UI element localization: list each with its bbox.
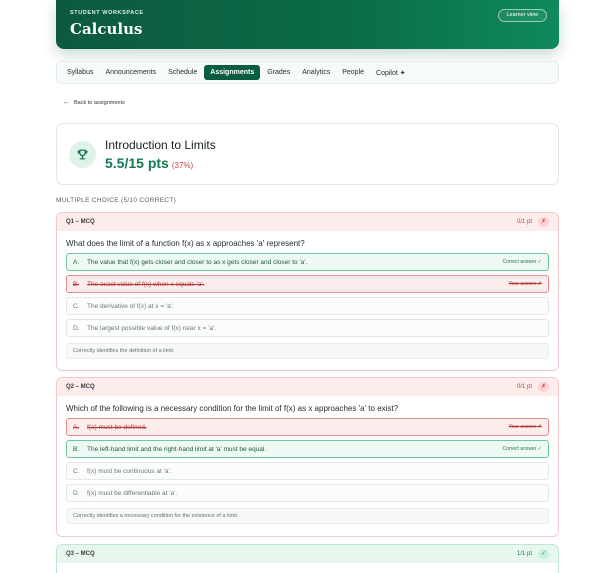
- option-letter: A.: [73, 423, 80, 431]
- your-answer-tag: Your answer ✗: [508, 424, 542, 430]
- tab-assignments[interactable]: Assignments: [204, 65, 260, 80]
- course-header: [56, 0, 559, 49]
- workspace-kicker: STUDENT WORKSPACE: [70, 10, 144, 16]
- option-b: [66, 440, 549, 458]
- arrow-left-icon: ←: [63, 99, 70, 106]
- question-card: [56, 212, 559, 371]
- x-icon: ✗: [538, 382, 549, 392]
- option-text: The value that f(x) gets closer and closer to as x gets closer and closer to 'a'.: [87, 258, 308, 266]
- option-c: [66, 297, 549, 315]
- option-d: [66, 319, 549, 337]
- correct-answer-tag: Correct answer ✓: [502, 446, 542, 452]
- question-card: [56, 544, 559, 573]
- option-c: [66, 462, 549, 480]
- option-letter: D.: [73, 324, 80, 332]
- option-a: [66, 253, 549, 271]
- option-letter: C.: [73, 467, 80, 475]
- section-title: MULTIPLE CHOICE (5/10 CORRECT): [56, 197, 177, 204]
- tab-grades[interactable]: Grades: [267, 69, 291, 76]
- tab-schedule[interactable]: Schedule: [168, 69, 198, 76]
- option-text: f(x) must be differentiable at 'a'.: [87, 489, 178, 497]
- option-text: The largest possible value of f(x) near x = 'a'.: [87, 324, 217, 332]
- question-text: What does the limit of a function f(x) as x approaches 'a' represent?: [66, 239, 305, 248]
- option-letter: A.: [73, 258, 80, 266]
- option-text: f(x) must be continuous at 'a'.: [87, 467, 172, 475]
- option-letter: B.: [73, 445, 80, 453]
- option-text: f(a) must be defined.: [87, 423, 147, 431]
- back-link-label: Back to assignments: [74, 99, 125, 106]
- tab-syllabus[interactable]: Syllabus: [67, 69, 94, 76]
- option-text: The left-hand limit and the right-hand limit at 'a' must be equal.: [87, 445, 267, 453]
- question-header: [57, 378, 558, 396]
- learner-view-button[interactable]: Learner view: [498, 9, 548, 22]
- option-letter: C.: [73, 302, 80, 310]
- back-to-assignments-link[interactable]: [63, 99, 125, 106]
- question-points: 1/1 pt: [516, 551, 532, 557]
- question-points: 0/1 pt: [516, 219, 532, 225]
- your-answer-tag: Your answer ✗: [508, 281, 542, 287]
- tab-announcements[interactable]: Announcements: [105, 69, 157, 76]
- assignment-points: [105, 155, 193, 171]
- course-tabs: [56, 61, 559, 84]
- question-card: [56, 377, 559, 537]
- tab-copilot[interactable]: Copilot ✦: [376, 69, 406, 77]
- question-score: [517, 549, 549, 559]
- question-explanation: Correctly identifies the definition of a limit.: [66, 343, 549, 359]
- assignment-score-card: [56, 123, 559, 185]
- option-letter: D.: [73, 489, 80, 497]
- question-points: 0/1 pt: [516, 384, 532, 390]
- score-percent: (37%): [171, 161, 194, 170]
- question-label: Q1 – MCQ: [66, 219, 95, 225]
- trophy-icon: [69, 141, 96, 168]
- question-header: [57, 213, 558, 231]
- question-explanation: Correctly identifies a necessary condition for the existence of a limit.: [66, 508, 549, 524]
- question-label: Q2 – MCQ: [66, 384, 95, 390]
- tab-people[interactable]: People: [342, 69, 365, 76]
- question-score: [517, 382, 549, 392]
- tab-analytics[interactable]: Analytics: [302, 69, 331, 76]
- option-d: [66, 484, 549, 502]
- check-icon: ✓: [538, 549, 549, 559]
- question-header: [57, 545, 558, 563]
- question-score: [517, 217, 549, 227]
- course-title: Calculus: [70, 20, 143, 38]
- question-label: Q3 – MCQ: [66, 551, 95, 557]
- assignment-name: Introduction to Limits: [105, 138, 216, 152]
- option-letter: B.: [73, 280, 80, 288]
- option-b: [66, 275, 549, 293]
- x-icon: ✗: [538, 217, 549, 227]
- points-value: 5.5/15 pts: [105, 155, 169, 171]
- option-text: The exact value of f(x) when x equals 'a'.: [87, 280, 205, 288]
- option-a: [66, 418, 549, 436]
- option-text: The derivative of f(x) at x = 'a'.: [87, 302, 174, 310]
- correct-answer-tag: Correct answer ✓: [502, 259, 542, 265]
- question-text: Which of the following is a necessary condition for the limit of f(x) as x approaches 'a' to exist?: [66, 404, 399, 413]
